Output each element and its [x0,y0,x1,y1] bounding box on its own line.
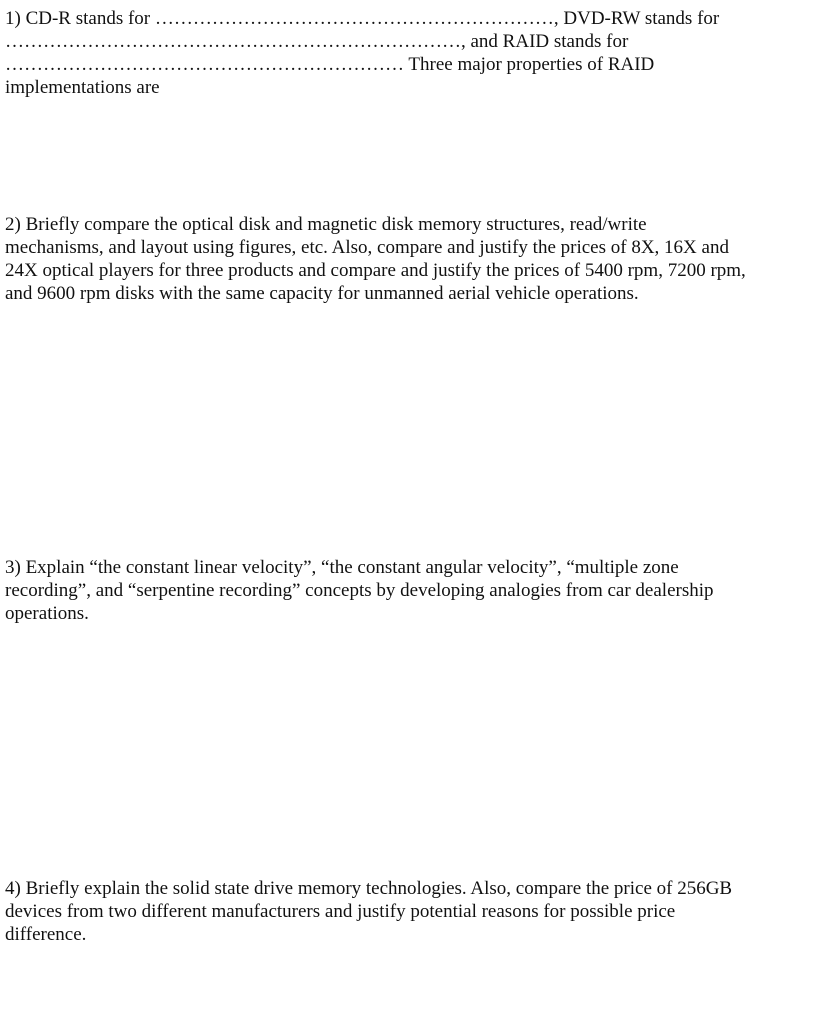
question-2-line-4: and 9600 rpm disks with the same capacity for unmanned aerial vehicle operations. [5,283,639,304]
question-1-line-1: 1) CD-R stands for ………………………………………………………, DVD-RW stands for [5,8,720,29]
question-3-line-1: 3) Explain “the constant linear velocity”, “the constant angular velocity”, “multiple zone [5,557,679,578]
question-1-line-3: ……………………………………………………… Three major properties of RAID [5,54,655,75]
question-2-line-2: mechanisms, and layout using figures, etc. Also, compare and justify the prices of 8X, 16X and [5,237,729,258]
question-1-line-2: ………………………………………………………………, and RAID stands for [5,31,629,52]
question-2-line-3: 24X optical players for three products and compare and justify the prices of 5400 rpm, 7200 rpm, [5,260,746,281]
question-2 [5,213,795,305]
question-3 [5,556,795,625]
question-4 [5,877,795,946]
question-3-line-3: operations. [5,603,89,624]
question-4-line-2: devices from two different manufacturers and justify potential reasons for possible price [5,901,676,922]
question-3-line-2: recording”, and “serpentine recording” concepts by developing analogies from car dealership [5,580,714,601]
question-1 [5,7,795,99]
question-4-line-1: 4) Briefly explain the solid state drive memory technologies. Also, compare the price of 256GB [5,878,733,899]
question-2-line-1: 2) Briefly compare the optical disk and magnetic disk memory structures, read/write [5,214,647,235]
question-4-line-3: difference. [5,924,87,945]
question-1-line-4: implementations are [5,77,160,98]
